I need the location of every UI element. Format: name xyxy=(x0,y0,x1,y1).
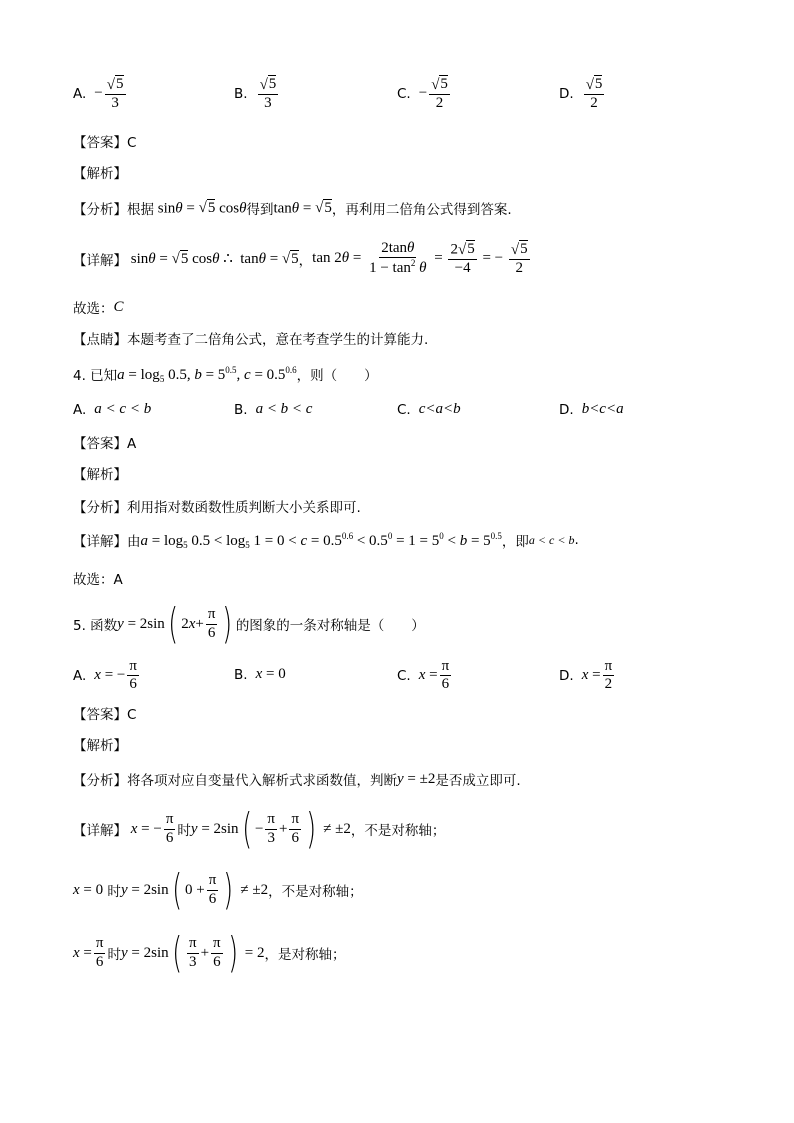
fenxi-tag: 【分析】 xyxy=(73,500,127,516)
q3-option-d xyxy=(559,75,606,112)
q5-option-b xyxy=(234,666,286,683)
option-label: A. xyxy=(73,667,87,684)
xiangjie-math-1: sinθ = √ 5 cosθ ∴ tanθ = √ 5 xyxy=(127,250,299,268)
q5-answer: 【答案】C xyxy=(73,707,137,723)
fenxi-math-2: tanθ = √ 5 xyxy=(273,199,332,217)
fenxi-tag: 【分析】 xyxy=(73,202,127,218)
xiangjie-tag: 【详解】 xyxy=(73,823,127,839)
fenxi-text: 将各项对应自变量代入解析式求函数值，判断 xyxy=(127,773,397,789)
q3-option-b xyxy=(234,75,280,112)
q5-option-c xyxy=(397,658,453,694)
option-label: C. xyxy=(397,401,411,418)
q4-xiangjie xyxy=(73,530,579,550)
option-label: D. xyxy=(559,401,574,418)
xiangjie-math: $a = \log_5 0.5 < \log_5 1 = 0 < c = 0.5^{0.6} < 0.5^0 = 1 = 5^0 < b = 5^{0.5}$ xyxy=(140,530,502,550)
fenxi-math-1: sinθ = √ 5 cosθ xyxy=(154,199,247,217)
step2-text: ，不是对称轴； xyxy=(268,884,363,900)
q4-xuan: 故选：A xyxy=(73,572,123,588)
fenxi-text: ，再利用二倍角公式得到答案. xyxy=(331,202,512,218)
q5-xiangjie-step1 xyxy=(73,804,446,853)
fenxi-text: 根据 xyxy=(127,202,154,218)
option-text: a < c < b xyxy=(94,401,152,417)
step3-math: x = $\frac{\pi}{6}$ 时 y = 2sin ( $\frac{\pi}{3}$ + $\frac{\pi}{6}$ ) = 2 xyxy=(73,928,265,977)
option-fraction: √ 5 2 xyxy=(585,76,603,111)
option-label: B. xyxy=(234,401,248,418)
option-sign: − xyxy=(418,85,428,101)
xiangjie-text: ，即 xyxy=(501,534,529,550)
q5-stem xyxy=(73,599,425,648)
xiangjie-text: 由 xyxy=(127,534,141,550)
xiangjie-tag: 【详解】 xyxy=(73,252,127,269)
dianjing-tag: 【点睛】 xyxy=(73,332,127,348)
q5-xiangjie-step3 xyxy=(73,928,346,977)
fenxi-text: 是否成立即可. xyxy=(435,773,521,789)
xiangjie-tag: 【详解】 xyxy=(73,534,127,550)
option-fraction: √ 5 3 xyxy=(106,76,124,111)
option-fraction: √ 5 2 xyxy=(431,76,448,111)
q3-xuan xyxy=(73,297,124,317)
fenxi-tag: 【分析】 xyxy=(73,773,127,789)
q3-option-a xyxy=(73,75,128,112)
q4-answer: 【答案】A xyxy=(73,436,137,452)
option-math: x = 0 xyxy=(255,666,286,682)
option-text: a < b < c xyxy=(255,401,313,417)
option-math: x = − $\frac{\pi}{6}$ xyxy=(94,658,137,693)
comma: ， xyxy=(298,252,313,269)
option-text: c<a<b xyxy=(418,401,461,417)
xuan-text: 故选： xyxy=(73,301,114,317)
xiangjie-math-2: tan 2θ = $\frac{2\tan\theta}{1 - \tan^2 \theta}$ = 2 √ 5 −4 = − √ 5 2 xyxy=(312,240,528,277)
option-sign: − xyxy=(94,85,103,101)
xiangjie-math-2: a < c < b xyxy=(528,532,575,547)
step1-math: x = − $\frac{\pi}{6}$ 时 y = 2sin ( − $\frac{\pi}{3}$ + $\frac{\pi}{6}$ ) ≠ ±2 xyxy=(130,804,351,853)
q3-xiangjie xyxy=(73,240,532,278)
q5-option-d xyxy=(559,658,616,694)
xuan-choice: C xyxy=(113,298,124,315)
q5-option-a xyxy=(73,658,141,694)
q4-option-d xyxy=(559,401,624,418)
dianjing-text: 本题考查了二倍角公式，意在考查学生的计算能力. xyxy=(127,332,429,348)
stem-math: $a = \log_5 0.5$, $b = 5^{0.5}$, $c = 0.5^{0.6}$ xyxy=(117,364,297,384)
fenxi-text: 得到 xyxy=(246,202,274,218)
step1-text: ，不是对称轴； xyxy=(350,823,446,839)
q3-option-c xyxy=(397,75,452,112)
q4-option-b xyxy=(234,401,312,418)
option-math: x = $\frac{\pi}{2}$ xyxy=(581,658,613,693)
option-label: A. xyxy=(73,85,87,102)
xiangjie-end: . xyxy=(574,532,579,548)
q4-fenxi xyxy=(73,496,361,516)
stem-suffix: 的图象的一条对称轴是（ ） xyxy=(235,618,425,634)
option-label: D. xyxy=(559,667,574,684)
option-text: b<c<a xyxy=(581,401,624,417)
q4-stem xyxy=(73,364,378,384)
q5-jiexi: 【解析】 xyxy=(73,738,127,754)
q4-jiexi: 【解析】 xyxy=(73,467,127,483)
option-label: C. xyxy=(397,85,411,102)
q5-fenxi xyxy=(73,769,521,789)
step3-text: ，是对称轴； xyxy=(264,947,346,963)
q5-xiangjie-step2 xyxy=(73,865,363,914)
q3-jiexi: 【解析】 xyxy=(73,166,127,182)
option-label: C. xyxy=(397,667,411,684)
stem-prefix: 5. 函数 xyxy=(73,618,118,634)
stem-prefix: 4. 已知 xyxy=(73,368,118,384)
stem-math: y = 2sin ( 2 x + $\frac{\pi}{6}$ ) xyxy=(117,599,233,648)
q3-fenxi xyxy=(73,198,512,218)
option-label: D. xyxy=(559,85,574,102)
fenxi-text: 利用指对数函数性质判断大小关系即可. xyxy=(127,500,361,516)
option-label: B. xyxy=(234,85,248,102)
q4-option-a xyxy=(73,401,151,418)
option-label: B. xyxy=(234,666,248,683)
q4-option-c xyxy=(397,401,461,418)
stem-suffix: ，则（ ） xyxy=(296,368,378,384)
q3-answer: 【答案】C xyxy=(73,135,137,151)
step2-math: x = 0 时 y = 2sin ( 0 + $\frac{\pi}{6}$ ) ≠ ±2 xyxy=(73,865,269,914)
fenxi-math: y = ±2 xyxy=(397,770,436,787)
option-fraction: √ 5 3 xyxy=(259,76,277,111)
option-math: x = $\frac{\pi}{6}$ xyxy=(418,658,450,693)
q3-dianjing xyxy=(73,328,428,348)
option-label: A. xyxy=(73,401,87,418)
